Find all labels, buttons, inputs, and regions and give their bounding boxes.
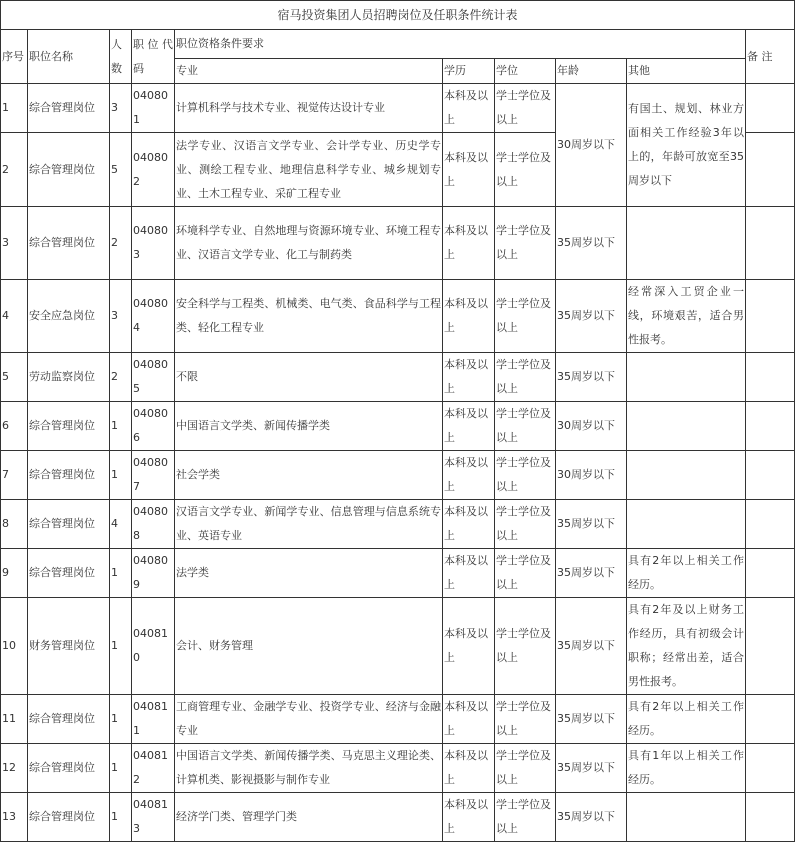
- cell-seq: 3: [1, 207, 28, 280]
- cell-remarks: [746, 549, 795, 598]
- table-row: [1, 207, 795, 280]
- cell-code: 040805: [132, 353, 175, 402]
- cell-degree: 学士学位及以上: [495, 133, 556, 207]
- header-remarks: 备 注: [746, 30, 795, 84]
- cell-position: 综合管理岗位: [28, 695, 110, 744]
- cell-degree: 学士学位及以上: [495, 695, 556, 744]
- cell-other: [627, 353, 746, 402]
- cell-position: 综合管理岗位: [28, 500, 110, 549]
- cell-remarks: [746, 353, 795, 402]
- cell-remarks: [746, 133, 795, 207]
- cell-seq: 7: [1, 451, 28, 500]
- cell-code: 040810: [132, 598, 175, 695]
- cell-education: 本科及以上: [443, 451, 495, 500]
- cell-position: 综合管理岗位: [28, 84, 110, 133]
- cell-education: 本科及以上: [443, 84, 495, 133]
- table-row: [1, 402, 795, 451]
- cell-other: 具有2年以上相关工作经历。: [627, 695, 746, 744]
- table-row: [1, 500, 795, 549]
- cell-education: 本科及以上: [443, 353, 495, 402]
- cell-education: 本科及以上: [443, 793, 495, 842]
- table-row: [1, 793, 795, 842]
- cell-other: [627, 793, 746, 842]
- cell-remarks: [746, 598, 795, 695]
- cell-degree: 学士学位及以上: [495, 280, 556, 353]
- cell-code: 040811: [132, 695, 175, 744]
- header-code: 职 位 代码: [132, 30, 175, 84]
- cell-count: 1: [110, 402, 132, 451]
- cell-seq: 10: [1, 598, 28, 695]
- cell-degree: 学士学位及以上: [495, 744, 556, 793]
- header-count: 人数: [110, 30, 132, 84]
- cell-major: 法学专业、汉语言文学专业、会计学专业、历史学专业、测绘工程专业、地理信息科学专业、城乡规划专业、土木工程专业、采矿工程专业: [175, 133, 443, 207]
- cell-remarks: [746, 500, 795, 549]
- cell-major: 计算机科学与技术专业、视觉传达设计专业: [175, 84, 443, 133]
- cell-seq: 8: [1, 500, 28, 549]
- cell-remarks: [746, 280, 795, 353]
- cell-education: 本科及以上: [443, 744, 495, 793]
- cell-age: 35周岁以下: [556, 744, 627, 793]
- cell-seq: 1: [1, 84, 28, 133]
- cell-age: 35周岁以下: [556, 207, 627, 280]
- cell-major: 法学类: [175, 549, 443, 598]
- cell-age: 35周岁以下: [556, 695, 627, 744]
- cell-remarks: [746, 451, 795, 500]
- cell-position: 劳动监察岗位: [28, 353, 110, 402]
- cell-seq: 2: [1, 133, 28, 207]
- cell-education: 本科及以上: [443, 402, 495, 451]
- cell-seq: 6: [1, 402, 28, 451]
- cell-education: 本科及以上: [443, 207, 495, 280]
- cell-major: 不限: [175, 353, 443, 402]
- header-major: 专业: [175, 59, 443, 84]
- cell-major: 工商管理专业、金融学专业、投资学专业、经济与金融专业: [175, 695, 443, 744]
- table-row: [1, 280, 795, 353]
- cell-major: 会计、财务管理: [175, 598, 443, 695]
- cell-degree: 学士学位及以上: [495, 402, 556, 451]
- cell-seq: 12: [1, 744, 28, 793]
- cell-code: 040807: [132, 451, 175, 500]
- cell-remarks: [746, 207, 795, 280]
- cell-education: 本科及以上: [443, 280, 495, 353]
- cell-age: 35周岁以下: [556, 280, 627, 353]
- cell-remarks: [746, 84, 795, 133]
- cell-age: 35周岁以下: [556, 793, 627, 842]
- cell-education: 本科及以上: [443, 500, 495, 549]
- cell-position: 综合管理岗位: [28, 207, 110, 280]
- cell-remarks: [746, 695, 795, 744]
- cell-other: 具有2年以上相关工作经历。: [627, 549, 746, 598]
- cell-degree: 学士学位及以上: [495, 549, 556, 598]
- cell-code: 040809: [132, 549, 175, 598]
- cell-code: 040812: [132, 744, 175, 793]
- cell-other: 具有1年以上相关工作经历。: [627, 744, 746, 793]
- cell-count: 2: [110, 207, 132, 280]
- cell-position: 安全应急岗位: [28, 280, 110, 353]
- cell-position: 综合管理岗位: [28, 793, 110, 842]
- cell-code: 040801: [132, 84, 175, 133]
- cell-major: 经济学门类、管理学门类: [175, 793, 443, 842]
- header-education: 学历: [443, 59, 495, 84]
- cell-count: 1: [110, 695, 132, 744]
- cell-other: [627, 500, 746, 549]
- cell-degree: 学士学位及以上: [495, 598, 556, 695]
- header-position: 职位名称: [28, 30, 110, 84]
- table-row: [1, 598, 795, 695]
- cell-education: 本科及以上: [443, 549, 495, 598]
- cell-count: 5: [110, 133, 132, 207]
- cell-degree: 学士学位及以上: [495, 353, 556, 402]
- cell-other: [627, 207, 746, 280]
- cell-count: 1: [110, 744, 132, 793]
- cell-seq: 13: [1, 793, 28, 842]
- cell-other: 经常深入工贸企业一线，环境艰苦，适合男性报考。: [627, 280, 746, 353]
- cell-age: 35周岁以下: [556, 549, 627, 598]
- cell-other: [627, 451, 746, 500]
- cell-count: 4: [110, 500, 132, 549]
- header-requirements: 职位资格条件要求: [175, 30, 746, 59]
- cell-age: 30周岁以下: [556, 402, 627, 451]
- cell-seq: 11: [1, 695, 28, 744]
- cell-code: 040808: [132, 500, 175, 549]
- cell-code: 040806: [132, 402, 175, 451]
- cell-count: 1: [110, 451, 132, 500]
- table-row: [1, 549, 795, 598]
- cell-position: 综合管理岗位: [28, 133, 110, 207]
- cell-count: 3: [110, 84, 132, 133]
- cell-other: 具有2年及以上财务工作经历，具有初级会计职称；经常出差，适合男性报考。: [627, 598, 746, 695]
- cell-education: 本科及以上: [443, 695, 495, 744]
- cell-count: 1: [110, 793, 132, 842]
- cell-count: 3: [110, 280, 132, 353]
- header-seq: 序号: [1, 30, 28, 84]
- cell-age: 35周岁以下: [556, 353, 627, 402]
- cell-code: 040813: [132, 793, 175, 842]
- cell-degree: 学士学位及以上: [495, 793, 556, 842]
- cell-remarks: [746, 793, 795, 842]
- cell-major: 环境科学专业、自然地理与资源环境专业、环境工程专业、汉语言文学专业、化工与制药类: [175, 207, 443, 280]
- cell-other: [627, 402, 746, 451]
- cell-degree: 学士学位及以上: [495, 84, 556, 133]
- cell-major: 中国语言文学类、新闻传播学类、马克思主义理论类、计算机类、影视摄影与制作专业: [175, 744, 443, 793]
- cell-age: 30周岁以下: [556, 84, 627, 207]
- table-row: [1, 695, 795, 744]
- header-degree: 学位: [495, 59, 556, 84]
- cell-seq: 4: [1, 280, 28, 353]
- table-title: 宿马投资集团人员招聘岗位及任职条件统计表: [1, 1, 795, 30]
- table-row: [1, 451, 795, 500]
- cell-position: 财务管理岗位: [28, 598, 110, 695]
- cell-major: 中国语言文学类、新闻传播学类: [175, 402, 443, 451]
- cell-major: 安全科学与工程类、机械类、电气类、食品科学与工程类、轻化工程专业: [175, 280, 443, 353]
- cell-education: 本科及以上: [443, 133, 495, 207]
- cell-count: 1: [110, 598, 132, 695]
- cell-age: 35周岁以下: [556, 500, 627, 549]
- cell-major: 汉语言文学专业、新闻学专业、信息管理与信息系统专业、英语专业: [175, 500, 443, 549]
- cell-age: 30周岁以下: [556, 451, 627, 500]
- cell-remarks: [746, 402, 795, 451]
- cell-degree: 学士学位及以上: [495, 500, 556, 549]
- cell-count: 1: [110, 549, 132, 598]
- cell-code: 040802: [132, 133, 175, 207]
- table-row: [1, 744, 795, 793]
- cell-major: 社会学类: [175, 451, 443, 500]
- cell-other: 有国土、规划、林业方面相关工作经验3年以上的，年龄可放宽至35周岁以下: [627, 84, 746, 207]
- cell-code: 040804: [132, 280, 175, 353]
- cell-age: 35周岁以下: [556, 598, 627, 695]
- cell-degree: 学士学位及以上: [495, 451, 556, 500]
- cell-remarks: [746, 744, 795, 793]
- header-other: 其他: [627, 59, 746, 84]
- table-row: [1, 84, 795, 133]
- cell-count: 2: [110, 353, 132, 402]
- header-age: 年龄: [556, 59, 627, 84]
- table-row: [1, 353, 795, 402]
- cell-degree: 学士学位及以上: [495, 207, 556, 280]
- cell-position: 综合管理岗位: [28, 549, 110, 598]
- cell-position: 综合管理岗位: [28, 451, 110, 500]
- cell-position: 综合管理岗位: [28, 744, 110, 793]
- cell-code: 040803: [132, 207, 175, 280]
- cell-seq: 9: [1, 549, 28, 598]
- cell-education: 本科及以上: [443, 598, 495, 695]
- cell-position: 综合管理岗位: [28, 402, 110, 451]
- cell-seq: 5: [1, 353, 28, 402]
